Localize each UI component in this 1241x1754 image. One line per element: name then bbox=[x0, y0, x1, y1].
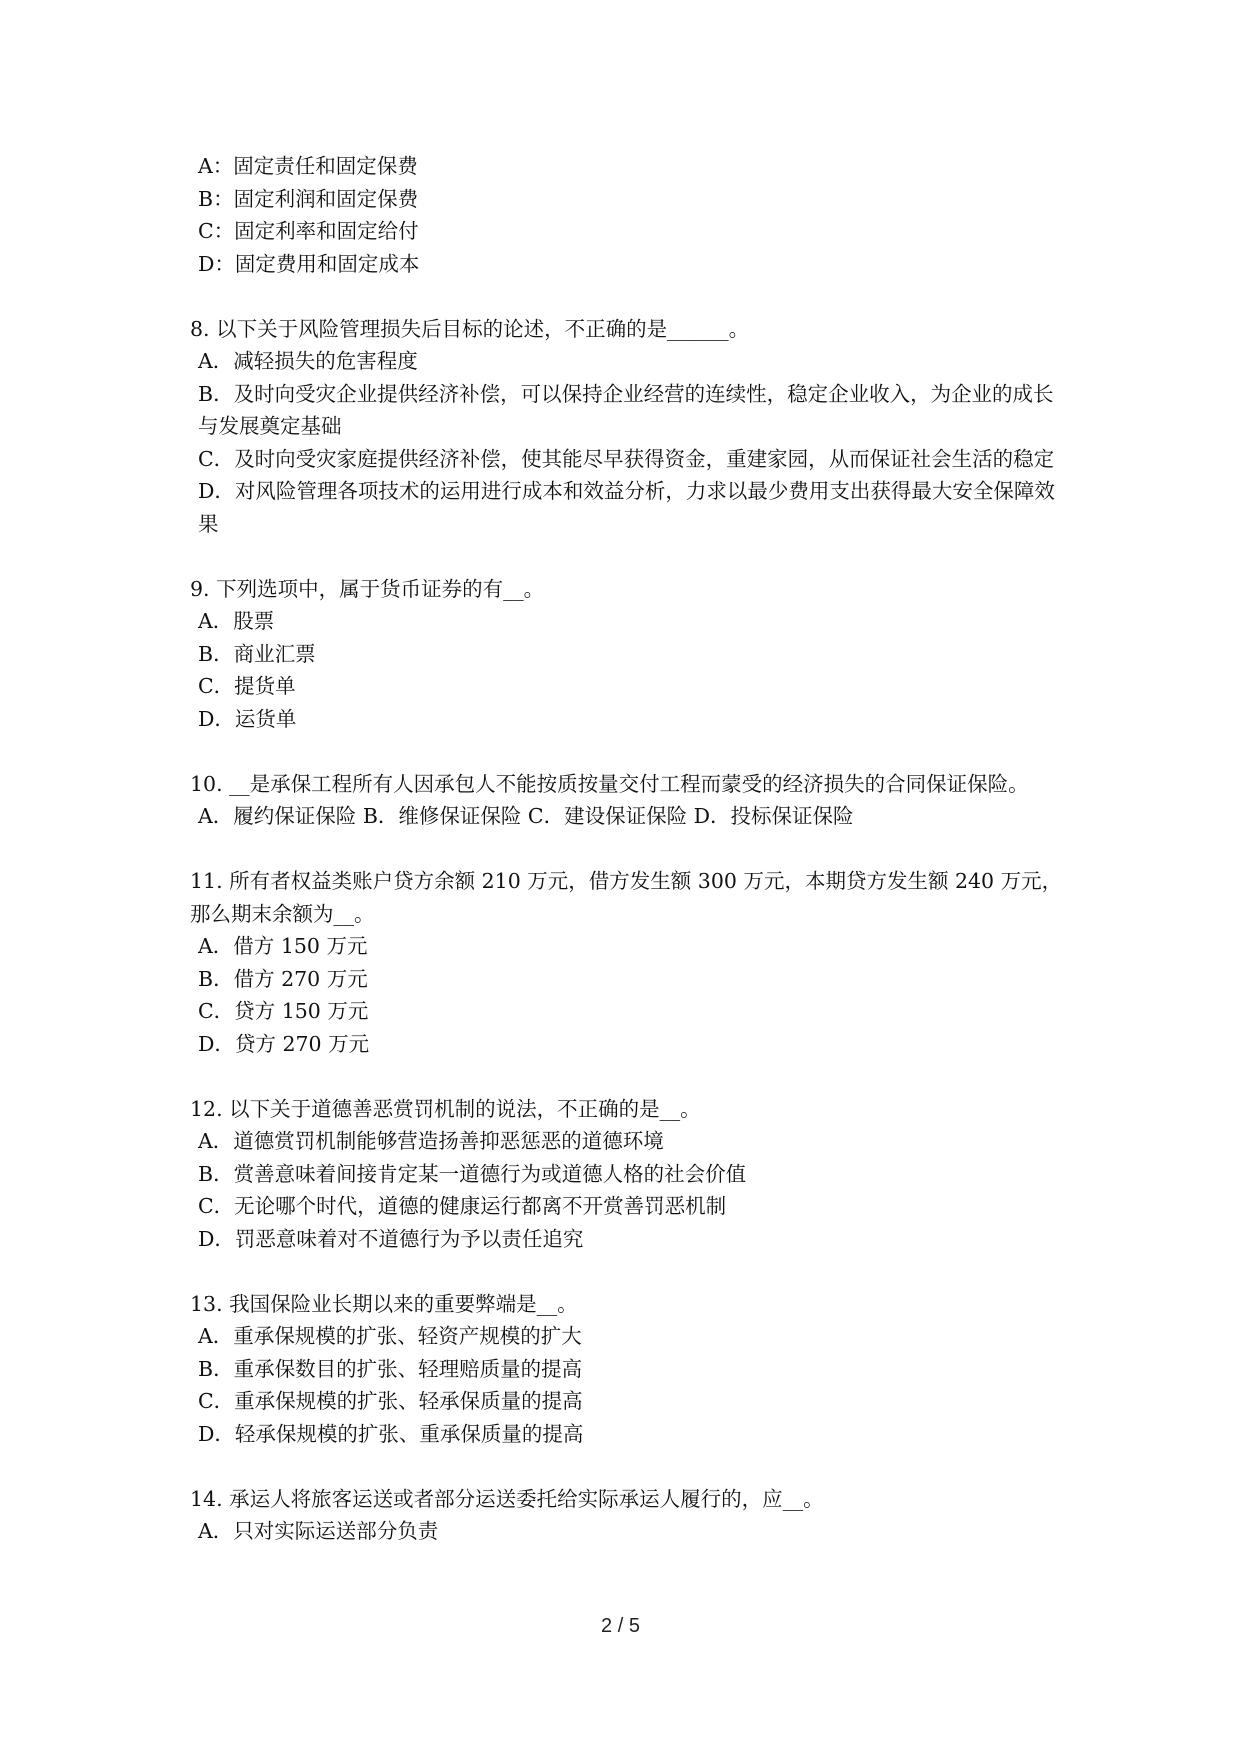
q13-stem: 13. 我国保险业长期以来的重要弊端是__。 bbox=[190, 1291, 578, 1316]
q8-option-c: C．及时向受灾家庭提供经济补偿，使其能尽早获得资金，重建家园，从而保证社会生活的稳定 bbox=[198, 446, 1055, 471]
q7-option-d: D：固定费用和固定成本 bbox=[198, 251, 420, 276]
q13-option-b: B．重承保数目的扩张、轻理赔质量的提高 bbox=[198, 1356, 583, 1381]
q12-option-b: B．赏善意味着间接肯定某一道德行为或道德人格的社会价值 bbox=[198, 1161, 747, 1186]
q8-option-b: B．及时向受灾企业提供经济补偿，可以保持企业经营的连续性，稳定企业收入，为企业的成长与发展奠定基础 bbox=[198, 381, 1054, 438]
q11-option-a: A．借方 150 万元 bbox=[198, 934, 368, 958]
q14-stem: 14. 承运人将旅客运送或者部分运送委托给实际承运人履行的，应__。 bbox=[190, 1486, 824, 1511]
question-10 bbox=[190, 768, 1070, 833]
question-7-options bbox=[190, 150, 1070, 280]
q10-options: A．履约保证保险 B．维修保证保险 C．建设保证保险 D．投标保证保险 bbox=[198, 804, 854, 828]
page-content bbox=[190, 150, 1070, 1548]
q12-option-c: C．无论哪个时代，道德的健康运行都离不开赏善罚恶机制 bbox=[198, 1194, 727, 1218]
q8-stem: 8. 以下关于风险管理损失后目标的论述，不正确的是______。 bbox=[190, 316, 750, 341]
q12-option-a: A．道德赏罚机制能够营造扬善抑恶惩恶的道德环境 bbox=[198, 1129, 664, 1153]
q9-option-c: C．提货单 bbox=[198, 674, 296, 698]
q8-option-d: D．对风险管理各项技术的运用进行成本和效益分析，力求以最少费用支出获得最大安全保障效果 bbox=[198, 479, 1055, 536]
q9-option-d: D．运货单 bbox=[198, 706, 297, 731]
q13-option-a: A．重承保规模的扩张、轻资产规模的扩大 bbox=[198, 1324, 582, 1348]
q11-stem: 11. 所有者权益类账户贷方余额 210 万元，借方发生额 300 万元，本期贷方发生额 240 万元，那么期末余额为__。 bbox=[190, 869, 1063, 926]
q7-option-c: C：固定利率和固定给付 bbox=[198, 219, 419, 243]
q12-stem: 12. 以下关于道德善恶赏罚机制的说法，不正确的是__。 bbox=[190, 1096, 701, 1121]
question-8 bbox=[190, 313, 1070, 541]
question-13 bbox=[190, 1288, 1070, 1451]
q11-option-b: B．借方 270 万元 bbox=[198, 966, 368, 991]
q13-option-c: C．重承保规模的扩张、轻承保质量的提高 bbox=[198, 1389, 583, 1413]
question-9 bbox=[190, 573, 1070, 736]
q13-option-d: D．轻承保规模的扩张、重承保质量的提高 bbox=[198, 1421, 584, 1446]
q7-option-a: A：固定责任和固定保费 bbox=[198, 154, 418, 178]
page-number: 2 / 5 bbox=[601, 1615, 640, 1637]
q9-option-a: A．股票 bbox=[198, 609, 275, 633]
question-12 bbox=[190, 1093, 1070, 1256]
q9-option-b: B．商业汇票 bbox=[198, 641, 316, 666]
question-14 bbox=[190, 1483, 1070, 1548]
q9-stem: 9. 下列选项中，属于货币证券的有__。 bbox=[190, 576, 545, 601]
q11-option-d: D．贷方 270 万元 bbox=[198, 1031, 370, 1056]
q10-stem: 10. __是承保工程所有人因承包人不能按质按量交付工程而蒙受的经济损失的合同保证保险。 bbox=[190, 771, 1029, 796]
q8-option-a: A．减轻损失的危害程度 bbox=[198, 349, 418, 373]
q14-option-a: A．只对实际运送部分负责 bbox=[198, 1519, 439, 1543]
q7-option-b: B：固定利润和固定保费 bbox=[198, 186, 419, 211]
question-11 bbox=[190, 865, 1070, 1060]
q12-option-d: D．罚恶意味着对不道德行为予以责任追究 bbox=[198, 1226, 584, 1251]
q11-option-c: C．贷方 150 万元 bbox=[198, 999, 369, 1023]
